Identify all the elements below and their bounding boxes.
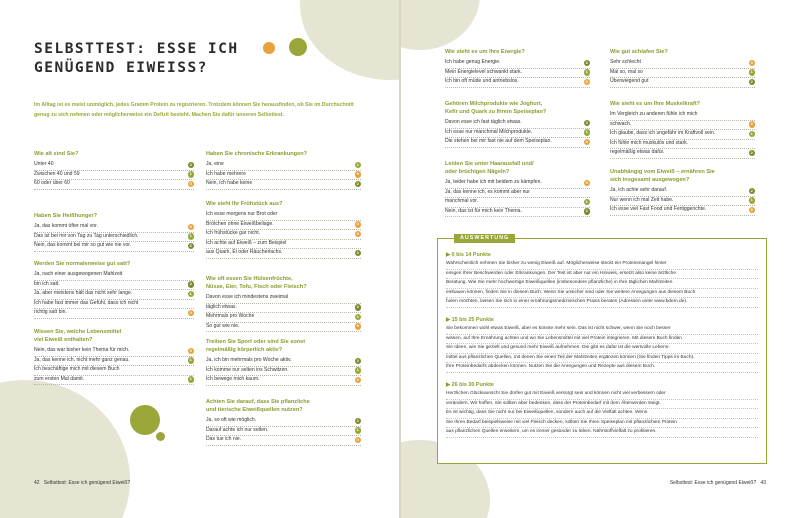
question-heading: regelmäßig körperlich aktiv?: [206, 347, 283, 353]
answer-text: Ich esse morgens nur Brot oder: [206, 211, 278, 217]
spine: [399, 0, 401, 518]
points-badge: 0: [355, 323, 362, 330]
answer-text: schwach.: [610, 120, 632, 127]
evaluation-line: Wahrscheinlich nehmen Sie bisher zu wenig Eiweiß auf. Möglicherweise steckt ein Proteinmangel hinter: [446, 260, 758, 270]
points-badge: 0: [355, 231, 362, 238]
points-badge: 2: [584, 60, 591, 67]
answer-text: Die stehen bei mir fast nie auf dem Speiseplan.: [445, 138, 552, 145]
answer-option[interactable]: [610, 148, 755, 159]
beige-shape: [400, 0, 480, 50]
answer-text: Überwiegend gut: [610, 78, 649, 85]
points-badge: 0: [355, 221, 362, 228]
answer-text: bin ich satt.: [34, 280, 60, 287]
evaluation-heading: ▶ 15 bis 25 Punkte: [446, 317, 494, 323]
points-badge: 1: [355, 367, 362, 374]
answer-text: Ja, ich bin mehrmals pro Woche aktiv.: [206, 357, 292, 363]
answer-option[interactable]: [206, 179, 361, 190]
points-badge: 2: [749, 188, 756, 195]
answer-text: regelmäßig etwas dafür.: [610, 149, 665, 156]
answer-text: Ich bin oft müde und antriebslos.: [445, 78, 519, 85]
evaluation-line: mittel aus pflanzlichen Quellen, mit denen Sie einen Teil der Mahlzeiten ergänzen können (Sie finden Tipps im Buch).: [446, 354, 758, 364]
answer-option[interactable]: [34, 179, 194, 190]
question-heading: Wie sieht es um Ihre Muskelkraft?: [610, 101, 701, 107]
answer-text: So gut wie nie.: [206, 322, 240, 329]
beige-shape: [300, 0, 400, 80]
answer-text: Ich habe fast immer das Gefühl, dass ich nicht: [34, 299, 139, 306]
answer-text: Ja, das kenne ich, nicht mehr ganz genau.: [34, 356, 130, 363]
evaluation-line: wissen, auf Ihre Ernährung achten und wo Sie Lebensmittel mit viel Protein integrieren. Mit diesem Buch finden: [446, 335, 758, 345]
answer-text: manchmal vor.: [445, 198, 479, 205]
answer-text: Nein, das kommt bei mir so gut wie nie vor.: [34, 242, 132, 249]
points-badge: 2: [584, 208, 591, 215]
answer-option[interactable]: [445, 137, 590, 148]
points-badge: 1: [188, 291, 195, 298]
points-badge: 1: [584, 199, 591, 206]
answer-text: Ja, das kenne ich, es kommt aber nur: [445, 188, 530, 195]
points-badge: 0: [355, 437, 362, 444]
points-badge: 2: [355, 418, 362, 425]
green-dot: [156, 432, 165, 441]
evaluation-line: Sie bekommen wohl etwas Eiweiß, aber es könnte mehr sein. Das ist nicht schwer, wenn Sie noch besser: [446, 325, 758, 335]
question-heading: Nüsse, Eier, Tofu, Fisch oder Fleisch?: [206, 284, 307, 290]
points-badge: 2: [355, 358, 362, 365]
answer-option[interactable]: [206, 375, 361, 386]
answer-text: Das ist bei mir von Tag zu Tag unterschiedlich.: [34, 232, 139, 239]
answer-text: Ich fühle mich muskulös und stark.: [610, 139, 689, 146]
title-line: GENÜGEND EIWEISS?: [34, 60, 208, 76]
answer-text: Ja, so oft wie möglich.: [206, 417, 257, 423]
answer-option[interactable]: [445, 207, 590, 218]
evaluation-line: aus pflanzlichen Quellen erweitern, um es immer gesünder zu leben. Nährstoffvielfalt zu profitieren.: [446, 428, 758, 438]
answer-text: 60 oder über 60: [34, 180, 70, 187]
answer-text: Ja, das kommt öfter mal vor.: [34, 223, 98, 229]
answer-option[interactable]: [206, 435, 361, 446]
points-badge: 0: [188, 348, 195, 355]
answer-option[interactable]: [206, 248, 361, 259]
points-badge: 0: [584, 139, 591, 146]
points-badge: 0: [355, 171, 362, 178]
answer-text: Das tue ich nie.: [206, 436, 242, 443]
question-heading: Haben Sie Heißhunger?: [34, 213, 98, 219]
answer-text: Mein Energielevel schwankt stark.: [445, 68, 523, 75]
green-dot: [289, 38, 307, 56]
question-heading: Wie steht es um Ihre Energie?: [445, 49, 525, 55]
points-badge: 2: [355, 304, 362, 311]
question-heading: Gehören Milchprodukte wie Joghurt,: [445, 101, 543, 107]
evaluation-line: einigen Ihrer Beschwerden oder Erkrankungen. Der Test ist aber nur ein Hinweis, ersetzt also keine ärztliche: [446, 270, 758, 280]
answer-text: Mal so, mal so: [610, 68, 643, 75]
answer-option[interactable]: [34, 308, 194, 319]
points-badge: 1: [188, 171, 195, 178]
evaluation-line: Ihre Proteinbedarfs abdecken können. Nutzen Sie die Anregungen und Rezepte aus diesem Buch.: [446, 363, 758, 373]
evaluation-heading: ▶ 26 bis 30 Punkte: [446, 382, 494, 388]
evaluation-line: Sie Ihren Bedarf beispielsweise mit viel Fleisch decken, sollten Sie Ihren Speiseplan mit pflanzlichem Protein: [446, 419, 758, 429]
question-heading: Unabhängig vom Eiweiß – ernähren Sie: [610, 169, 715, 175]
question-heading: Wie oft essen Sie Hülsenfrüchte,: [206, 276, 293, 282]
answer-text: Nein, das war bisher kein Thema für mich.: [34, 347, 130, 353]
points-badge: 1: [584, 69, 591, 76]
question-heading: Haben Sie chronische Erkrankungen?: [206, 151, 308, 157]
question-heading: Treiben Sie Sport oder sind Sie sonst: [206, 339, 306, 345]
answer-option[interactable]: [34, 375, 194, 386]
answer-text: Ich bewege mich kaum.: [206, 376, 260, 383]
answer-text: Ich frühstücke gar nicht.: [206, 230, 261, 237]
question-heading: Leiden Sie unter Haarausfall und/: [445, 161, 534, 167]
beige-shape: [0, 380, 130, 518]
points-badge: 1: [749, 131, 756, 138]
answer-text: Ich habe genug Energie.: [445, 59, 501, 65]
answer-text: Zwischen 40 und 59: [34, 170, 80, 177]
evaluation-text: [446, 390, 758, 438]
evaluation-line: Es ist wichtig, dass Sie nicht nur bei Eiweißquellen, sondern auch auf die Vielfalt achten. Wenn: [446, 409, 758, 419]
question-heading: Wissen Sie, welche Lebensmittel: [34, 329, 122, 335]
answer-text: Davon esse ich mindestens zweimal: [206, 294, 289, 300]
answer-text: Mehrmals pro Woche: [206, 313, 255, 320]
answer-text: Darauf achte ich nur selten.: [206, 426, 269, 433]
answer-text: Ja, aber meistens hält das nicht sehr lange.: [34, 290, 133, 297]
question-heading: Kefir und Quark zu Ihrem Speiseplan?: [445, 109, 547, 115]
answer-text: Ich glaube, dass ich ungefähr im Kraftvoll sein.: [610, 130, 716, 137]
evaluation-line: Sie Ideen, wie Sie gezielt und gesund mehr Eiweiß aufnehmen. Die gibt es dafür ist die wertvolle Lebens-: [446, 344, 758, 354]
answer-text: Ja, leider habe ich mit beidem zu kämpfen.: [445, 179, 542, 185]
evaluation-line: Herzlichen Glückwunsch! Sie dürfen gut mit Eiweiß versorgt sein und können nicht viel verbessern oder: [446, 390, 758, 400]
answer-option[interactable]: [34, 241, 194, 252]
intro-text: Im Alltag ist es meist unmöglich, jedes Gramm Protein zu registrieren. Trotzdem können Sie herausfinden, ob Sie im Durchschnitt genug zu sich nehmen oder möglicherweise ein Defizit besteht. Machen Sie dafür unseren Selbsttest.: [34, 102, 354, 118]
points-badge: 0: [355, 377, 362, 384]
evaluation-text: [446, 260, 758, 308]
points-badge: 0: [188, 224, 195, 231]
answer-text: aus Quark, Ei oder Räucherlachs.: [206, 249, 283, 256]
page-footer: [670, 480, 766, 486]
answer-text: Sehr schlecht: [610, 59, 641, 65]
answer-text: Im Vergleich zu anderen fühle ich mich: [610, 111, 698, 117]
question-heading: Wie sieht Ihr Frühstück aus?: [206, 201, 283, 207]
page-number: 43: [760, 480, 766, 486]
points-badge: 1: [749, 69, 756, 76]
question-heading: Wie alt sind Sie?: [34, 151, 79, 157]
points-badge: 1: [188, 376, 195, 383]
answer-text: zum ersten Mal damit.: [34, 375, 85, 382]
answer-text: Ich habe mehrere: [206, 170, 246, 177]
title-line: SELBSTTEST: ESSE ICH: [34, 41, 239, 57]
evaluation-line: Beratung. Wie Sie mehr hochwertige Eiweißquellen (insbesondere pflanzliche) in Ihre täglichen Mahlzeiten: [446, 279, 758, 289]
points-badge: 1: [749, 197, 756, 204]
answer-option[interactable]: [610, 205, 755, 216]
points-badge: 2: [584, 120, 591, 127]
question-heading: Werden Sie normalerweise gut satt?: [34, 261, 131, 267]
points-badge: 0: [749, 207, 756, 214]
answer-text: Nur wenn ich mal Zeit habe.: [610, 196, 674, 203]
answer-option[interactable]: [610, 77, 755, 88]
answer-text: Davon esse ich fast täglich etwas.: [445, 119, 522, 125]
question-heading: Wie gut schlafen Sie?: [610, 49, 668, 55]
answer-text: Ich beschäftige mich mit diesem Buch: [34, 366, 120, 373]
points-badge: 0: [584, 180, 591, 187]
answer-text: Nein, ich habe keine: [206, 180, 253, 187]
evaluation-heading: ▶ 0 bis 14 Punkte: [446, 252, 491, 258]
points-badge: 0: [584, 79, 591, 86]
points-badge: 0: [749, 60, 756, 67]
page-title: [34, 40, 284, 78]
question-heading: viel Eiweiß enthalten?: [34, 337, 93, 343]
evaluation-line: verändern. Wir hoffen, Sie sollten aber bedenken, dass der Proteinbedarf mit dem Älterwerden steigt.: [446, 400, 758, 410]
answer-text: täglich etwas.: [206, 303, 237, 310]
answer-text: Ich komme nur selten ins Schwitzen.: [206, 366, 289, 373]
points-badge: 0: [188, 310, 195, 317]
answer-text: Ich esse viel Fast Food und Fertiggerichte.: [610, 206, 707, 213]
question-heading: sich insgesamt ausgewogen?: [610, 177, 690, 183]
answer-text: Ja, ich achte sehr darauf.: [610, 187, 668, 193]
running-title: Selbsttest: Esse ich genügend Eiweiß?: [43, 480, 131, 486]
evaluation-line: holen möchten, lassen Sie sich in einer ernährungsmedizinischen Praxis beraten (Adressen unter www.bdem.de).: [446, 298, 758, 308]
answer-text: Ja, nach einer ausgewogenen Mahlzeit: [34, 271, 123, 277]
evaluation-tag: AUSWERTUNG: [454, 234, 515, 243]
answer-text: Ich achte auf Eiweiß – zum Beispiel: [206, 239, 287, 246]
answer-text: Unter 40: [34, 161, 54, 167]
points-badge: 2: [749, 79, 756, 86]
points-badge: 1: [355, 314, 362, 321]
points-badge: 1: [188, 357, 195, 364]
points-badge: 1: [188, 233, 195, 240]
points-badge: 2: [355, 181, 362, 188]
points-badge: 2: [188, 162, 195, 169]
question-heading: oder brüchigen Nägeln?: [445, 169, 510, 175]
answer-option[interactable]: [445, 77, 590, 88]
points-badge: 0: [188, 181, 195, 188]
points-badge: 2: [188, 243, 195, 250]
answer-text: Ich esse nur manchmal Milchprodukte.: [445, 128, 533, 135]
answer-text: richtig satt bin.: [34, 309, 67, 316]
green-dot: [130, 405, 160, 435]
question-heading: Achten Sie darauf, dass Sie pflanzliche: [206, 399, 310, 405]
page-number: 42: [34, 480, 40, 486]
points-badge: 1: [355, 427, 362, 434]
points-badge: 0: [749, 121, 756, 128]
answer-text: Nein, das ist für mich kein Thema.: [445, 207, 522, 214]
points-badge: 2: [749, 150, 756, 157]
evaluation-text: [446, 325, 758, 373]
points-badge: 1: [355, 162, 362, 169]
evaluation-line: einbauen können, finden Sie in diesem Buch. Wenn Sie unsicher sind oder Sie weitere Anregungen aus diesem Buch: [446, 289, 758, 299]
points-badge: 2: [188, 281, 195, 288]
answer-text: Brötchen ohne Eiweißbeilage.: [206, 220, 274, 227]
answer-text: Ja, eine: [206, 161, 224, 167]
answer-option[interactable]: [206, 322, 361, 333]
page-footer: [34, 480, 130, 486]
points-badge: 2: [355, 250, 362, 257]
points-badge: 1: [584, 129, 591, 136]
running-title: Selbsttest: Esse ich genügend Eiweiß?: [669, 480, 757, 486]
question-heading: und tierische Eiweißquellen nutzen?: [206, 407, 303, 413]
